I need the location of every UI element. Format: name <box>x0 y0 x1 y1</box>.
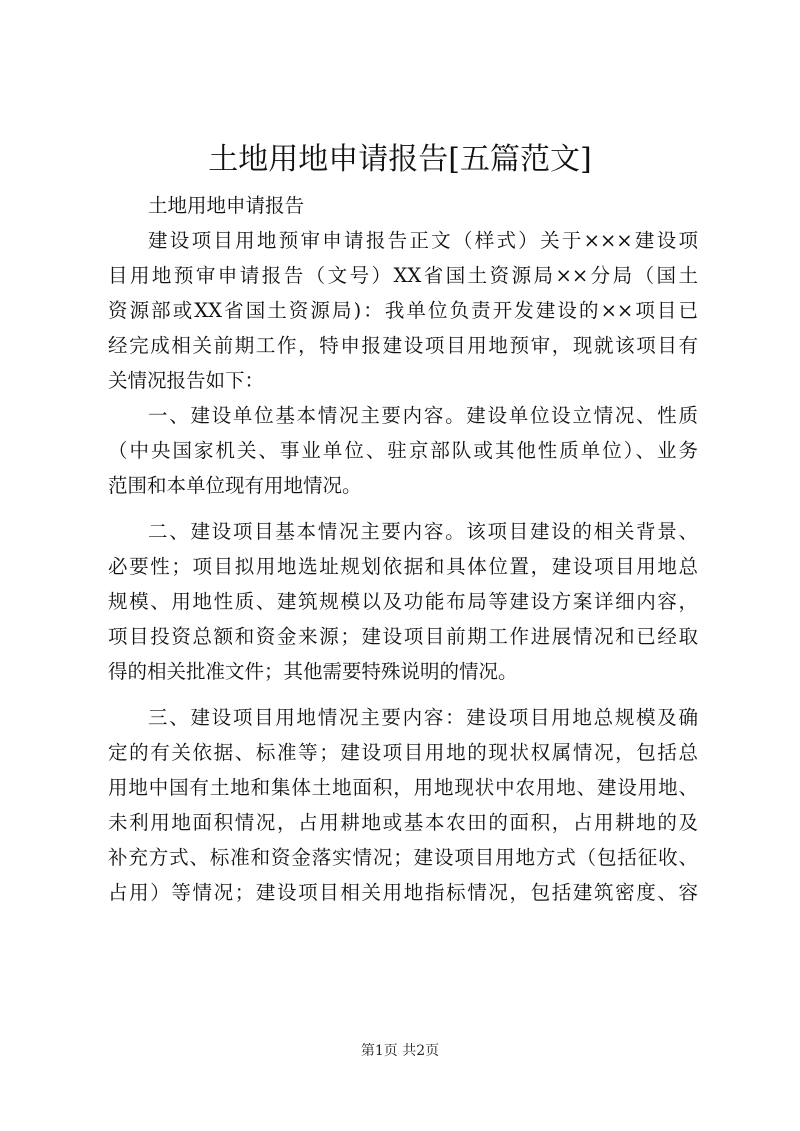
page-footer: 第1页 共2页 <box>360 1043 440 1059</box>
paragraph-line: 关情况报告如下： <box>108 369 265 392</box>
paragraph-line: 二、建设项目基本情况主要内容。该项目建设的相关背景、 <box>148 520 698 543</box>
subtitle: 土地用地申请报告 <box>148 194 305 217</box>
page-title: 土地用地申请报告[五篇范文] <box>208 142 592 177</box>
paragraph-spacer <box>108 503 698 514</box>
paragraph-line: 目用地预审申请报告（文号）XX省国土资源局××分局（国土 <box>108 264 698 287</box>
document-body <box>108 188 698 910</box>
paragraph-line: 定的有关依据、标准等；建设项目用地的现状权属情况，包括总 <box>108 741 698 764</box>
paragraph-line: 资源部或XX省国土资源局)：我单位负责开发建设的××项目已 <box>108 299 698 322</box>
paragraph-3 <box>108 514 698 689</box>
paragraph-line: 范围和本单位现有用地情况。 <box>108 474 362 497</box>
paragraph-line: 规模、用地性质、建筑规模以及功能布局等建设方案详细内容， <box>108 590 698 613</box>
paragraph-spacer <box>108 689 698 700</box>
paragraph-line: 建设项目用地预审申请报告正文（样式）关于×××建设项 <box>148 229 698 252</box>
paragraph-line: 经完成相关前期工作，特申报建设项目用地预审，现就该项目有 <box>108 334 698 357</box>
paragraph-2 <box>108 398 698 503</box>
paragraph-line: 三、建设项目用地情况主要内容：建设项目用地总规模及确 <box>148 706 698 729</box>
paragraph-line: 必要性；项目拟用地选址规划依据和具体位置，建设项目用地总 <box>108 555 698 578</box>
paragraph-line: 未利用地面积情况，占用耕地或基本农田的面积，占用耕地的及 <box>108 811 698 834</box>
paragraph-line: （中央国家机关、事业单位、驻京部队或其他性质单位）、业务 <box>108 439 698 462</box>
paragraph-line: 用地中国有土地和集体土地面积，用地现状中农用地、建设用地、 <box>108 776 698 799</box>
paragraph-4 <box>108 700 698 910</box>
paragraph-line: 项目投资总额和资金来源；建设项目前期工作进展情况和已经取 <box>108 625 698 648</box>
paragraph-line: 占用）等情况；建设项目相关用地指标情况，包括建筑密度、容 <box>108 881 698 904</box>
paragraph-1 <box>108 223 698 398</box>
paragraph-line: 补充方式、标准和资金落实情况；建设项目用地方式（包括征收、 <box>108 846 698 869</box>
paragraph-line: 得的相关批准文件；其他需要特殊说明的情况。 <box>108 660 518 683</box>
paragraph-line: 一、建设单位基本情况主要内容。建设单位设立情况、性质 <box>148 404 698 427</box>
